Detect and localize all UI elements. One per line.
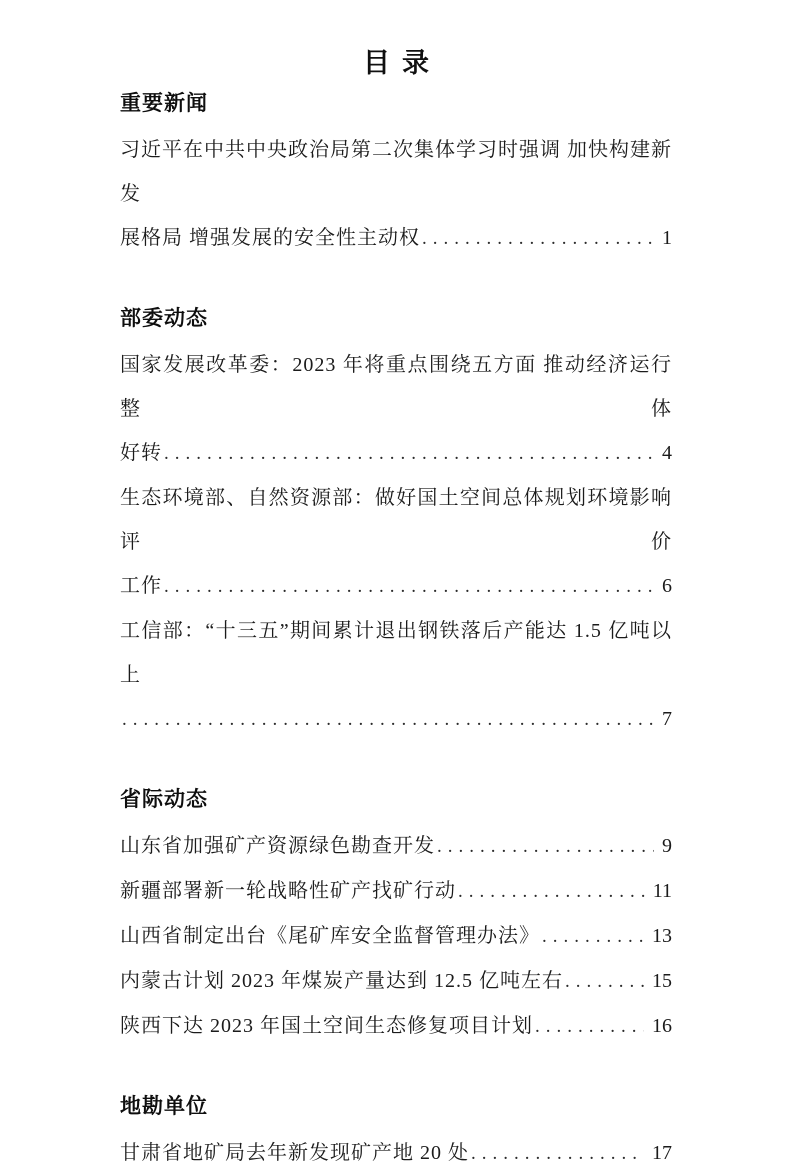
- section-heading: 地勘单位: [120, 1094, 208, 1118]
- toc-entry: [120, 343, 672, 476]
- toc-entry: [120, 476, 672, 609]
- page-title: 目录: [363, 48, 441, 78]
- page-number: 1: [662, 227, 672, 249]
- dot-leader: [458, 869, 645, 914]
- toc-entry-text: 生态环境部、自然资源部：做好国土空间总体规划环境影响评价: [120, 487, 672, 553]
- toc-entry-text: 好转: [120, 442, 162, 464]
- page-number: 6: [662, 575, 672, 597]
- toc-entry-text: 甘肃省地矿局去年新发现矿产地 20 处: [120, 1142, 469, 1164]
- section-heading: 省际动态: [120, 787, 208, 811]
- toc-entry: [120, 824, 672, 869]
- toc-entry-text: 习近平在中共中央政治局第二次集体学习时强调 加快构建新发: [120, 139, 672, 205]
- toc-section-ministry-updates: [120, 305, 672, 742]
- toc-entry-text: 国家发展改革委：2023 年将重点围绕五方面 推动经济运行整体: [120, 354, 672, 420]
- page-number: 9: [662, 835, 672, 857]
- toc-entry-text: 陕西下达 2023 年国土空间生态修复项目计划: [120, 1015, 533, 1037]
- toc-entry: [120, 914, 672, 959]
- toc-entry-text: 山西省制定出台《尾矿库安全监督管理办法》: [120, 925, 540, 947]
- dot-leader: [542, 914, 644, 959]
- toc-entry: [120, 869, 672, 914]
- toc-section-provincial-updates: [120, 786, 672, 1049]
- dot-leader: [164, 431, 654, 476]
- section-heading: 部委动态: [120, 306, 208, 330]
- toc-entry: [120, 609, 672, 742]
- toc-entry: [120, 128, 672, 261]
- page-number: 4: [662, 442, 672, 464]
- dot-leader: [565, 959, 644, 1004]
- toc-section-geological-units: [120, 1093, 672, 1176]
- toc-section-important-news: [120, 90, 672, 261]
- toc-entry: [120, 1004, 672, 1049]
- dot-leader: [535, 1004, 644, 1049]
- toc-entry-text: 工作: [120, 575, 162, 597]
- page-number: 11: [652, 880, 672, 902]
- dot-leader: [164, 564, 654, 609]
- toc-entry-text: 新疆部署新一轮战略性矿产找矿行动: [120, 880, 456, 902]
- toc-entry-text: 内蒙古计划 2023 年煤炭产量达到 12.5 亿吨左右: [120, 970, 563, 992]
- toc-entry-text: 展格局 增强发展的安全性主动权: [120, 227, 420, 249]
- dot-leader: [471, 1131, 644, 1176]
- toc-entry: [120, 959, 672, 1004]
- toc-entry-text: 山东省加强矿产资源绿色勘查开发: [120, 835, 435, 857]
- dot-leader: [122, 697, 654, 742]
- dot-leader: [422, 216, 654, 261]
- section-heading: 重要新闻: [120, 91, 208, 115]
- toc-entry: [120, 1131, 672, 1176]
- page-number: 15: [652, 970, 672, 992]
- dot-leader: [437, 824, 654, 869]
- page-number: 17: [652, 1142, 672, 1164]
- toc-entry-text: 工信部：“十三五”期间累计退出钢铁落后产能达 1.5 亿吨以上: [120, 620, 672, 686]
- page-number: 13: [652, 925, 672, 947]
- page-number: 7: [662, 708, 672, 730]
- page-number: 16: [652, 1015, 672, 1037]
